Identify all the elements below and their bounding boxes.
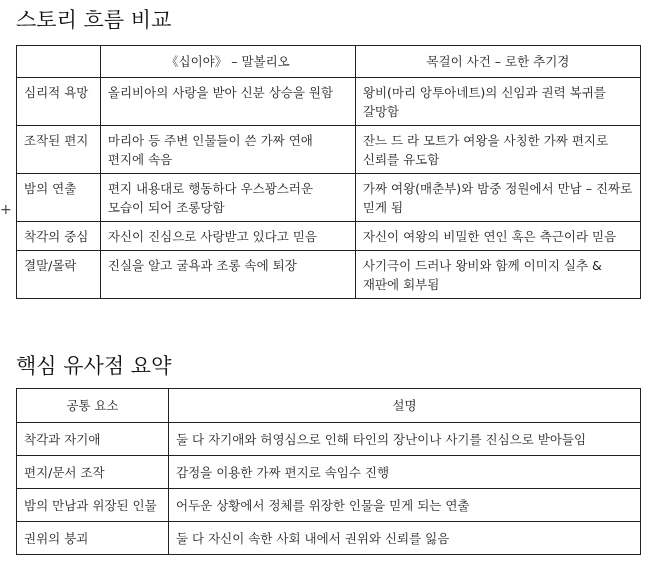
header-cell-common-element: 공통 요소 bbox=[17, 389, 169, 423]
element-label: 권위의 붕괴 bbox=[17, 522, 169, 555]
table-row bbox=[17, 251, 641, 299]
table-header-row bbox=[17, 389, 641, 423]
element-description: 감정을 이용한 가짜 편지로 속임수 진행 bbox=[169, 456, 641, 489]
element-description: 둘 다 자기애와 허영심으로 인해 타인의 장난이나 사기를 진심으로 받아들임 bbox=[169, 423, 641, 456]
table-header-row bbox=[17, 46, 641, 78]
row-label: 밤의 연출 bbox=[17, 174, 101, 222]
row-label: 결말/몰락 bbox=[17, 251, 101, 299]
table-row bbox=[17, 174, 641, 222]
twelfth-night-cell: 편지 내용대로 행동하다 우스꽝스러운 모습이 되어 조롱당함 bbox=[100, 174, 355, 222]
table-row bbox=[17, 522, 641, 555]
twelfth-night-cell: 마리아 등 주변 인물들이 쓴 가짜 연애 편지에 속음 bbox=[100, 126, 355, 174]
header-cell-necklace-affair: 목걸이 사건 – 로한 추기경 bbox=[355, 46, 640, 78]
table-row bbox=[17, 78, 641, 126]
table-row bbox=[17, 489, 641, 522]
necklace-affair-cell: 잔느 드 라 모트가 여왕을 사칭한 가짜 편지로 신뢰를 유도함 bbox=[355, 126, 640, 174]
table-row bbox=[17, 126, 641, 174]
row-label: 조작된 편지 bbox=[17, 126, 101, 174]
section-heading-key-similarities: 핵심 유사점 요약 bbox=[16, 354, 172, 378]
twelfth-night-cell: 올리비아의 사랑을 받아 신분 상승을 원함 bbox=[100, 78, 355, 126]
story-comparison-table bbox=[16, 45, 641, 299]
twelfth-night-cell: 자신이 진심으로 사랑받고 있다고 믿음 bbox=[100, 222, 355, 251]
twelfth-night-cell: 진실을 알고 굴욕과 조롱 속에 퇴장 bbox=[100, 251, 355, 299]
necklace-affair-cell: 사기극이 드러나 왕비와 함께 이미지 실추 & 재판에 회부됨 bbox=[355, 251, 640, 299]
element-description: 어두운 상황에서 정체를 위장한 인물을 믿게 되는 연출 bbox=[169, 489, 641, 522]
similarities-table bbox=[16, 388, 641, 555]
table-row bbox=[17, 423, 641, 456]
element-label: 밤의 만남과 위장된 인물 bbox=[17, 489, 169, 522]
necklace-affair-cell: 가짜 여왕(매춘부)와 밤중 정원에서 만남 – 진짜로 믿게 됨 bbox=[355, 174, 640, 222]
necklace-affair-cell: 자신이 여왕의 비밀한 연인 혹은 측근이라 믿음 bbox=[355, 222, 640, 251]
header-cell-twelfth-night: 《십이야》 – 말볼리오 bbox=[100, 46, 355, 78]
element-description: 둘 다 자신이 속한 사회 내에서 권위와 신뢰를 잃음 bbox=[169, 522, 641, 555]
row-label: 심리적 욕망 bbox=[17, 78, 101, 126]
header-cell-description: 설명 bbox=[169, 389, 641, 423]
table-row bbox=[17, 222, 641, 251]
header-cell-empty bbox=[17, 46, 101, 78]
element-label: 착각과 자기애 bbox=[17, 423, 169, 456]
element-label: 편지/문서 조작 bbox=[17, 456, 169, 489]
table-row bbox=[17, 456, 641, 489]
section-heading-story-flow: 스토리 흐름 비교 bbox=[16, 8, 172, 32]
row-label: 착각의 중심 bbox=[17, 222, 101, 251]
necklace-affair-cell: 왕비(마리 앙투아네트)의 신임과 권력 복귀를 갈망함 bbox=[355, 78, 640, 126]
add-row-icon[interactable]: + bbox=[0, 202, 12, 218]
